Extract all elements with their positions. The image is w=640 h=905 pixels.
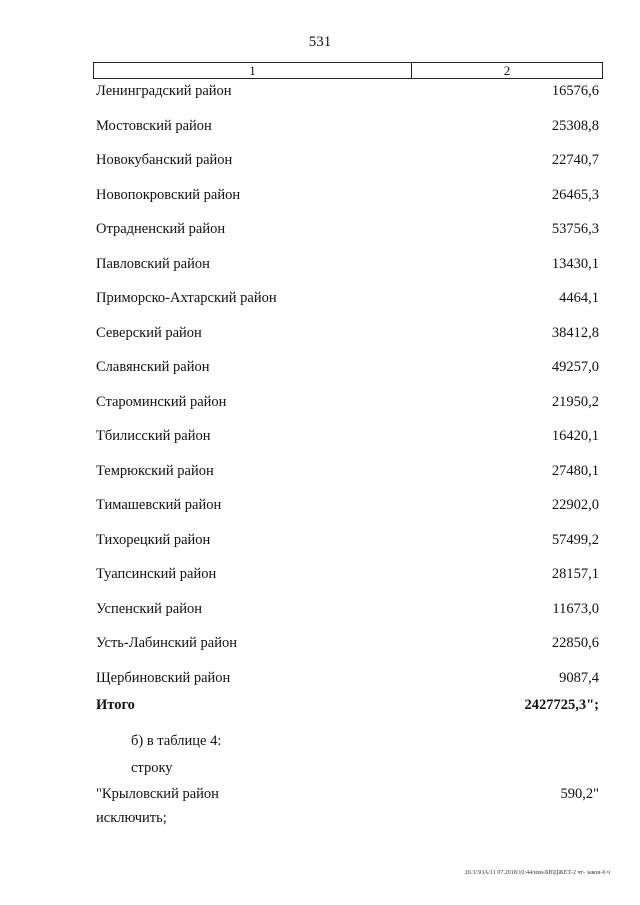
table-row bbox=[96, 497, 599, 519]
header-col-2: 2 bbox=[503, 63, 511, 78]
district-name: Усть-Лабинский район bbox=[96, 635, 237, 651]
district-value: 49257,0 bbox=[551, 359, 599, 375]
district-name: Павловский район bbox=[96, 255, 210, 272]
page-number: 531 bbox=[308, 34, 332, 50]
table-row bbox=[96, 394, 599, 416]
excluded-name: "Крыловский район bbox=[96, 786, 219, 802]
table-row bbox=[96, 256, 599, 278]
district-value: 22902,0 bbox=[551, 497, 599, 513]
district-value: 25308,8 bbox=[551, 117, 599, 134]
district-name: Северский район bbox=[96, 324, 202, 341]
table-row bbox=[96, 566, 599, 588]
district-value: 27480,1 bbox=[551, 462, 599, 479]
district-value: 57499,2 bbox=[551, 531, 599, 548]
district-name: Темрюкский район bbox=[96, 462, 214, 479]
total-label: Итого bbox=[96, 697, 135, 713]
table-row bbox=[96, 601, 599, 623]
document-footer: 20.3/3ОА/11 07.2018/10:44/изм-БЮДЖЕТ-2 чт- закон-6 ч bbox=[464, 870, 610, 876]
table-row bbox=[96, 325, 599, 347]
row-word-line: строку bbox=[131, 760, 173, 776]
district-value: 21950,2 bbox=[551, 393, 599, 410]
district-value: 28157,1 bbox=[551, 566, 599, 582]
district-name: Ленинградский район bbox=[96, 83, 232, 99]
district-name: Мостовский район bbox=[96, 117, 212, 134]
district-name: Славянский район bbox=[96, 359, 210, 375]
table-row bbox=[96, 670, 599, 692]
district-value: 16576,6 bbox=[551, 83, 599, 99]
district-value: 16420,1 bbox=[551, 428, 599, 444]
district-name: Новопокровский район bbox=[96, 186, 241, 203]
district-name: Тихорецкий район bbox=[96, 531, 211, 548]
table-row bbox=[96, 532, 599, 554]
district-name: Туапсинский район bbox=[96, 566, 217, 582]
district-value: 9087,4 bbox=[559, 669, 599, 686]
district-value: 22740,7 bbox=[551, 152, 599, 168]
table-row bbox=[96, 463, 599, 485]
district-name: Щербиновский район bbox=[96, 669, 231, 686]
table-row bbox=[96, 290, 599, 312]
district-value: 53756,3 bbox=[551, 221, 599, 237]
header-col-1: 1 bbox=[94, 63, 412, 78]
excluded-value: 590,2" bbox=[560, 786, 599, 802]
table-row bbox=[96, 359, 599, 381]
district-name: Отрадненский район bbox=[96, 221, 226, 237]
district-value: 4464,1 bbox=[559, 290, 599, 306]
district-value: 22850,6 bbox=[551, 635, 599, 651]
table-row bbox=[96, 152, 599, 174]
table-row bbox=[96, 221, 599, 243]
district-name: Староминский район bbox=[96, 393, 227, 410]
table-row bbox=[96, 83, 599, 105]
table-row bbox=[96, 118, 599, 140]
district-name: Приморско-Ахтарский район bbox=[96, 290, 277, 306]
district-value: 38412,8 bbox=[551, 324, 599, 341]
section-b-line: б) в таблице 4: bbox=[131, 733, 222, 749]
district-value: 26465,3 bbox=[551, 186, 599, 203]
table-row bbox=[96, 635, 599, 657]
district-name: Успенский район bbox=[96, 600, 202, 617]
total-row bbox=[96, 697, 599, 719]
total-value: 2427725,3"; bbox=[524, 697, 599, 713]
exclude-line: исключить; bbox=[96, 810, 167, 826]
district-name: Новокубанский район bbox=[96, 152, 233, 168]
district-value: 11673,0 bbox=[552, 600, 599, 617]
table-row bbox=[96, 187, 599, 209]
district-name: Тбилисский район bbox=[96, 428, 211, 444]
table-header bbox=[93, 62, 603, 79]
district-name: Тимашевский район bbox=[96, 497, 222, 513]
excluded-row bbox=[96, 786, 599, 808]
table-row bbox=[96, 428, 599, 450]
district-value: 13430,1 bbox=[551, 255, 599, 272]
